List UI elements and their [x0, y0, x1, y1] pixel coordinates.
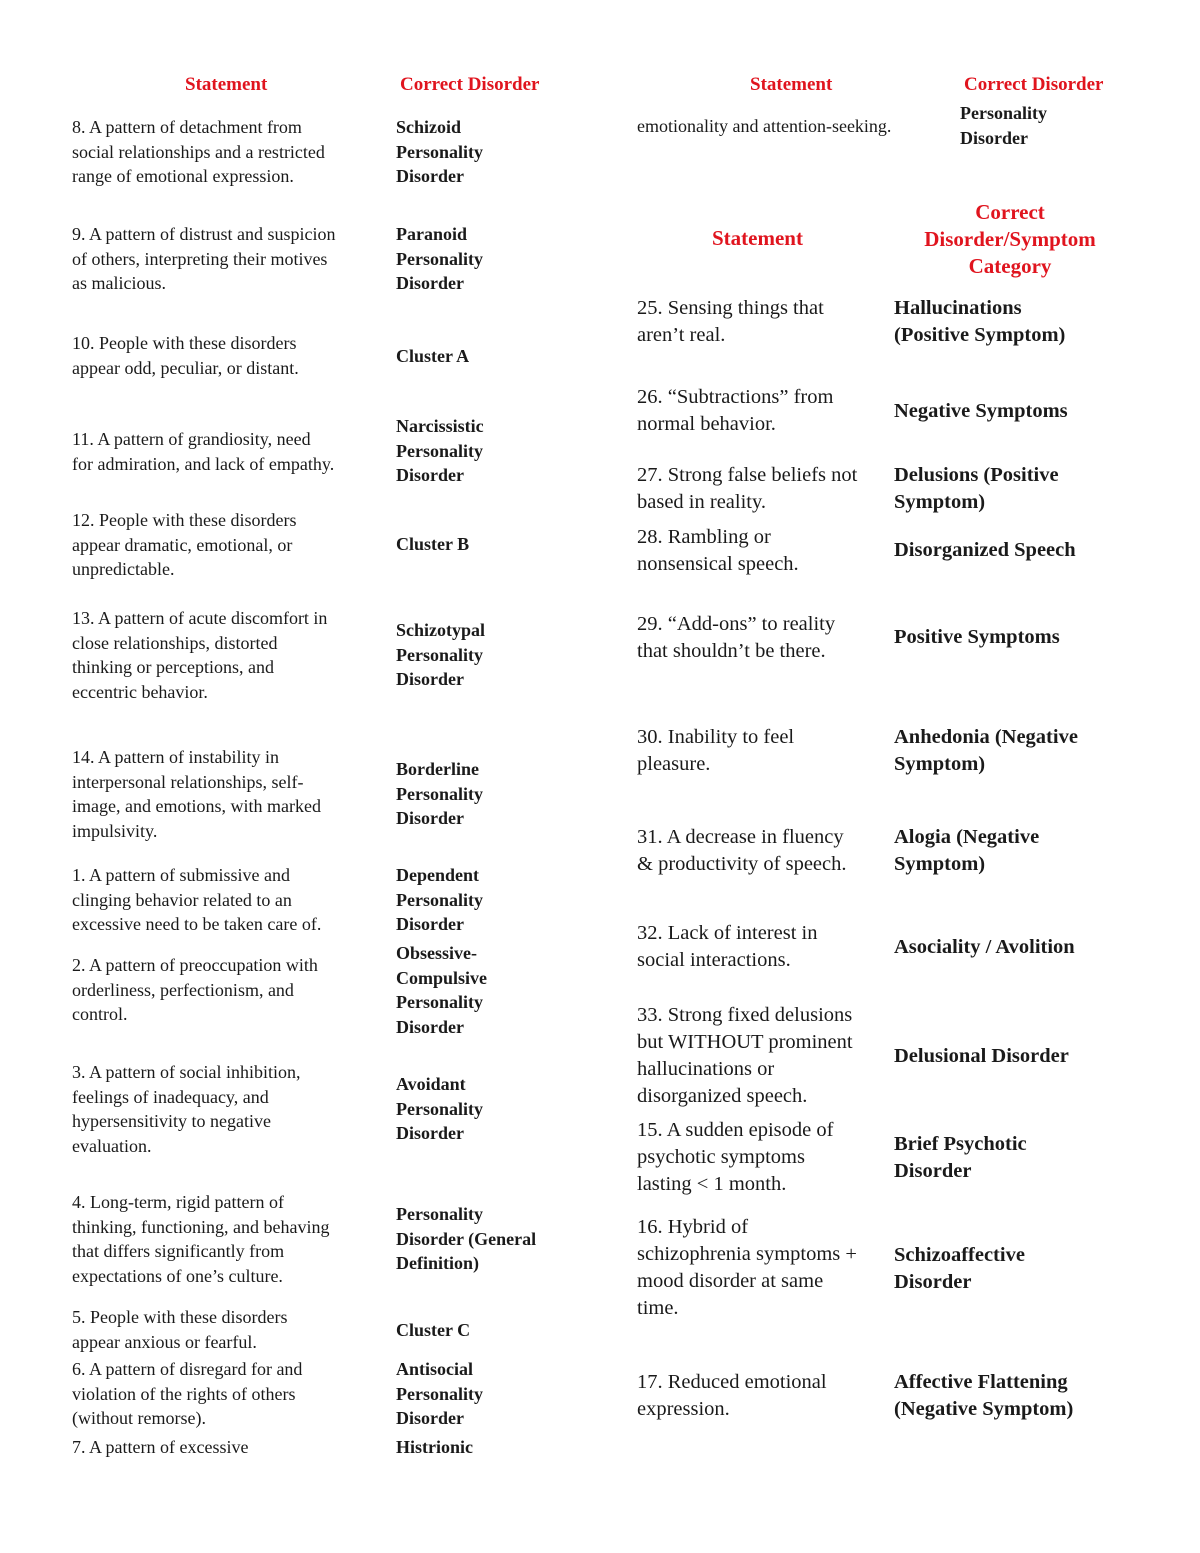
statement-33: 33. Strong fixed delusions but WITHOUT prominent hallucinations or disorganized speech. — [637, 1004, 853, 1107]
statement-5: 5. People with these disorders appear anxious or fearful. — [72, 1307, 288, 1352]
answer-6: Antisocial Personality Disorder — [396, 1359, 483, 1429]
statement-6: 6. A pattern of disregard for and violation of the rights of others (without remorse). — [72, 1359, 303, 1429]
answer-30: Anhedonia (Negative Symptom) — [894, 726, 1078, 775]
statement-2: 2. A pattern of preoccupation with orderliness, perfectionism, and control. — [72, 955, 318, 1025]
statement-26: 26. “Subtractions” from normal behavior. — [637, 386, 834, 435]
statement-32: 32. Lack of interest in social interactions. — [637, 922, 818, 971]
answer-11: Narcissistic Personality Disorder — [396, 416, 484, 486]
statement-3: 3. A pattern of social inhibition, feelings of inadequacy, and hypersensitivity to negative evaluation. — [72, 1062, 301, 1157]
statement-27: 27. Strong false beliefs not based in reality. — [637, 464, 858, 513]
statement-11: 11. A pattern of grandiosity, need for admiration, and lack of empathy. — [72, 429, 335, 474]
answer-32: Asociality / Avolition — [894, 936, 1075, 958]
statement-30: 30. Inability to feel pleasure. — [637, 726, 795, 775]
statement-8: 8. A pattern of detachment from social relationships and a restricted range of emotional expression. — [72, 117, 325, 187]
answer-14: Borderline Personality Disorder — [396, 759, 483, 829]
answer-7: Histrionic — [396, 1437, 473, 1457]
statement-12: 12. People with these disorders appear dramatic, emotional, or unpredictable. — [72, 510, 297, 580]
statement-16: 16. Hybrid of schizophrenia symptoms + mood disorder at same time. — [637, 1216, 857, 1319]
answer-8: Schizoid Personality Disorder — [396, 117, 483, 187]
answer-13: Schizotypal Personality Disorder — [396, 620, 486, 690]
answer-29: Positive Symptoms — [894, 626, 1060, 648]
mid-disorder-header: Correct Disorder — [964, 74, 1104, 95]
left-disorder-header: Correct Disorder — [400, 74, 540, 95]
left-statement-header: Statement — [185, 74, 268, 95]
answer-16: Schizoaffective Disorder — [894, 1244, 1025, 1293]
statement-25: 25. Sensing things that aren’t real. — [637, 297, 824, 346]
right-statement-header: Statement — [712, 226, 803, 250]
statement-7: 7. A pattern of excessive — [72, 1437, 249, 1457]
statement-1: 1. A pattern of submissive and clinging behavior related to an excessive need to be taken care of. — [72, 865, 322, 935]
answer-31: Alogia (Negative Symptom) — [894, 826, 1040, 875]
right-disorder-header: Correct Disorder/Symptom Category — [924, 200, 1096, 278]
statement-7-continued: emotionality and attention-seeking. — [637, 116, 892, 136]
answer-25: Hallucinations (Positive Symptom) — [894, 297, 1066, 346]
answer-9: Paranoid Personality Disorder — [396, 224, 483, 294]
statement-4: 4. Long-term, rigid pattern of thinking, functioning, and behaving that differs significantly from expectations of one’s culture. — [72, 1192, 330, 1287]
answer-27: Delusions (Positive Symptom) — [894, 464, 1059, 513]
answer-28: Disorganized Speech — [894, 539, 1076, 561]
answer-33: Delusional Disorder — [894, 1045, 1069, 1067]
answer-1: Dependent Personality Disorder — [396, 865, 483, 935]
answer-3: Avoidant Personality Disorder — [396, 1074, 483, 1144]
statement-10: 10. People with these disorders appear odd, peculiar, or distant. — [72, 333, 299, 378]
statement-9: 9. A pattern of distrust and suspicion of others, interpreting their motives as malicious. — [72, 224, 336, 294]
statement-13: 13. A pattern of acute discomfort in close relationships, distorted thinking or perceptions, and eccentric behavior. — [72, 608, 328, 703]
answer-5: Cluster C — [396, 1320, 471, 1340]
statement-31: 31. A decrease in fluency & productivity of speech. — [637, 826, 847, 875]
answer-17: Affective Flattening (Negative Symptom) — [894, 1371, 1074, 1420]
answer-26: Negative Symptoms — [894, 400, 1068, 422]
statement-29: 29. “Add-ons” to reality that shouldn’t be there. — [637, 613, 836, 662]
answer-7-continued: Personality Disorder — [960, 103, 1047, 148]
answer-10: Cluster A — [396, 346, 470, 366]
statement-28: 28. Rambling or nonsensical speech. — [637, 526, 799, 575]
answer-2: Obsessive- Compulsive Personality Disorder — [396, 943, 488, 1038]
statement-15: 15. A sudden episode of psychotic symptoms lasting < 1 month. — [637, 1119, 834, 1195]
statement-14: 14. A pattern of instability in interpersonal relationships, self- image, and emotions, with marked impulsivity. — [72, 747, 321, 842]
answer-12: Cluster B — [396, 534, 470, 554]
answer-15: Brief Psychotic Disorder — [894, 1133, 1027, 1182]
answer-4: Personality Disorder (General Definition) — [396, 1204, 537, 1274]
statement-17: 17. Reduced emotional expression. — [637, 1371, 827, 1420]
mid-statement-header: Statement — [750, 74, 833, 95]
